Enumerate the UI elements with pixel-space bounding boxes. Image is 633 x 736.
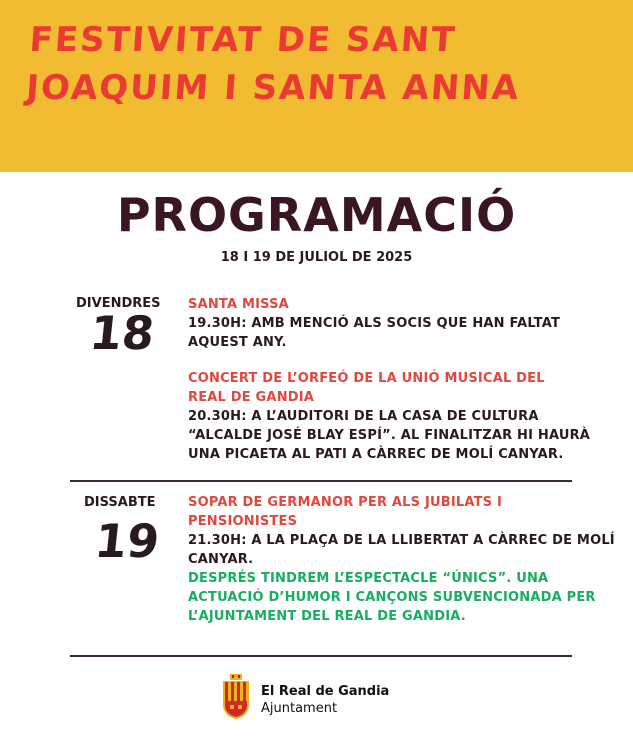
header-banner [0, 0, 633, 172]
event-title: SANTA MISSA [188, 297, 289, 312]
festival-title-line-1: FESTIVITAT DE SANT [28, 20, 458, 60]
festival-title-line-2: JOAQUIM I SANTA ANNA [24, 68, 522, 108]
footer-divider [70, 655, 572, 657]
program-dates: 18 I 19 DE JULIOL DE 2025 [220, 250, 413, 265]
org-subtitle: Ajuntament [261, 701, 338, 716]
event-detail-line: “ALCALDE JOSÉ BLAY ESPÍ”. AL FINALITZAR HI HAURÀ [188, 428, 591, 443]
event-title-line: CONCERT DE L’ORFEÓ DE LA UNIÓ MUSICAL DEL [188, 371, 545, 386]
event-concert [188, 369, 618, 464]
program-heading: PROGRAMACIÓ [116, 188, 517, 242]
day-label-saturday: DISSABTE [84, 495, 156, 510]
day-number-19: 19 [92, 514, 162, 568]
event-note-line: DESPRÉS TINDREM L’ESPECTACLE “ÚNICS”. UNA [188, 571, 549, 586]
section-divider [70, 480, 572, 482]
event-detail-line: 19.30H: AMB MENCIÓ ALS SOCIS QUE HAN FALTAT [188, 316, 561, 331]
festival-title [25, 16, 632, 112]
event-detail-line: 21.30H: A LA PLAÇA DE LA LLIBERTAT A CÀRREC DE MOLÍ [188, 533, 615, 548]
event-title-line: REAL DE GANDIA [188, 390, 315, 405]
event-detail-line: UNA PICAETA AL PATI A CÀRREC DE MOLÍ CANYAR. [188, 447, 564, 462]
org-name: El Real de Gandia [261, 684, 390, 699]
event-detail-line: CANYAR. [188, 552, 254, 567]
event-sopar [188, 493, 618, 626]
event-detail-line: 20.30H: A L’AUDITORI DE LA CASA DE CULTURA [188, 409, 539, 424]
event-detail-line: AQUEST ANY. [188, 335, 287, 350]
event-title-line: SOPAR DE GERMANOR PER ALS JUBILATS I [188, 495, 503, 510]
event-note-line: L’AJUNTAMENT DEL REAL DE GANDIA. [188, 609, 466, 624]
day-label-friday: DIVENDRES [76, 296, 161, 311]
event-title-line: PENSIONISTES [188, 514, 298, 529]
event-note-line: ACTUACIÓ D’HUMOR I CANÇONS SUBVENCIONADA PER [188, 590, 596, 605]
day-number-18: 18 [87, 306, 157, 360]
coat-of-arms-icon [221, 674, 251, 720]
town-logo [221, 674, 401, 724]
event-santa-missa [188, 295, 618, 352]
